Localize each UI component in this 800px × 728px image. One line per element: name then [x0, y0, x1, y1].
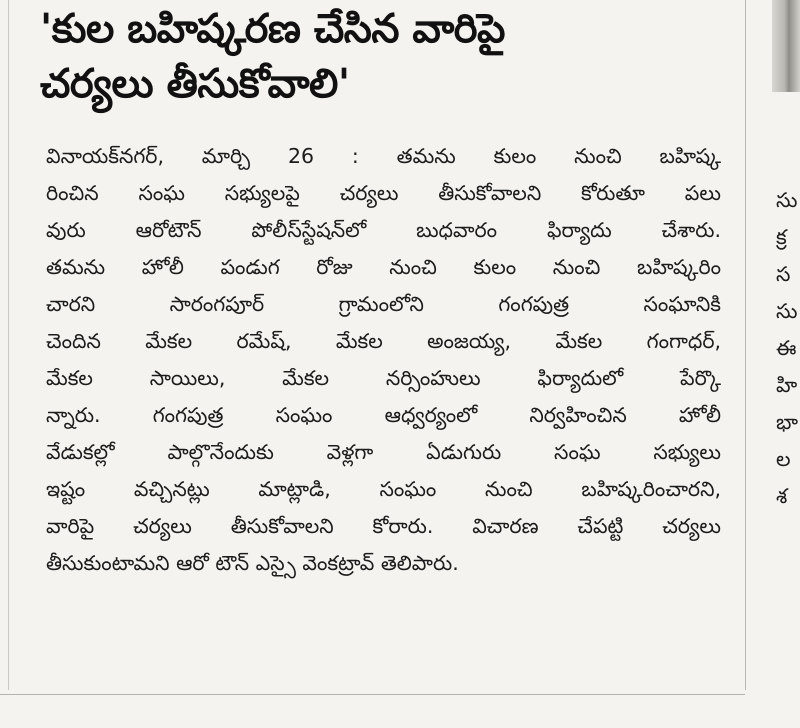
body-line: తీసుకుంటామని ఆరో టౌన్ ఎస్సై వెంకట్రావ్ తెలిపారు. — [46, 551, 459, 575]
fragment-line: శ — [776, 484, 788, 508]
fragment-line: హి — [776, 373, 798, 397]
body-line: మేకల సాయిలు, మేకల నర్సింహులు ఫిర్యాదులో పేర్కొ — [46, 366, 721, 390]
adjacent-column-fragment — [776, 182, 800, 515]
body-line: రించిన సంఘ సభ్యులపై చర్యలు తీసుకోవాలని కోరుతూ పలు — [46, 181, 721, 205]
fragment-line: ల — [776, 447, 791, 471]
body-line: వారిపై చర్యలు తీసుకోవాలని కోరారు. విచారణ చేపట్టి చర్యలు — [46, 514, 721, 538]
fragment-line: ఈ — [776, 336, 797, 360]
body-line: వినాయక్‌నగర్, మార్చి 26 : తమను కులం నుంచి బహిష్క — [46, 144, 721, 168]
body-line: వురు ఆరోటౌన్ పోలీస్‌స్టేషన్‌లో బుధవారం ఫిర్యాదు చేశారు. — [46, 218, 721, 242]
body-line: చెందిన మేకల రమేష్, మేకల అంజయ్య, మేకల గంగాధర్, — [46, 329, 721, 353]
adjacent-photo-fragment — [772, 0, 800, 92]
article-body — [46, 138, 721, 582]
headline-line-1: 'కుల బహిష్కరణ చేసిన వారిపై — [40, 6, 505, 52]
body-line: చారని సారంగపూర్ గ్రామంలోని గంగపుత్ర సంఘానికి — [46, 292, 721, 316]
headline-line-2: చర్యలు తీసుకోవాలి' — [40, 61, 350, 107]
fragment-line: సు — [776, 188, 798, 212]
bottom-rule — [0, 694, 745, 695]
fragment-line: సు — [776, 299, 798, 323]
body-line: న్నారు. గంగపుత్ర సంఘం ఆధ్వర్యంలో నిర్వహించిన హోలీ — [46, 403, 721, 427]
fragment-line: భా — [776, 410, 798, 434]
column-divider — [745, 0, 746, 690]
fragment-line: స — [776, 262, 791, 286]
body-line: వేడుకల్లో పాల్గొనేందుకు వెళ్లగా ఏడుగురు సంఘ సభ్యులు — [46, 440, 721, 464]
fragment-line: క్ర — [776, 225, 787, 249]
left-margin-rule — [8, 0, 9, 690]
article-headline — [40, 2, 740, 112]
body-line: తమను హోలీ పండుగ రోజు నుంచి కులం నుంచి బహిష్కరిం — [46, 255, 721, 279]
body-line: ఇష్టం వచ్చినట్లు మాట్లాడి, సంఘం నుంచి బహిష్కరించారని, — [46, 477, 721, 501]
